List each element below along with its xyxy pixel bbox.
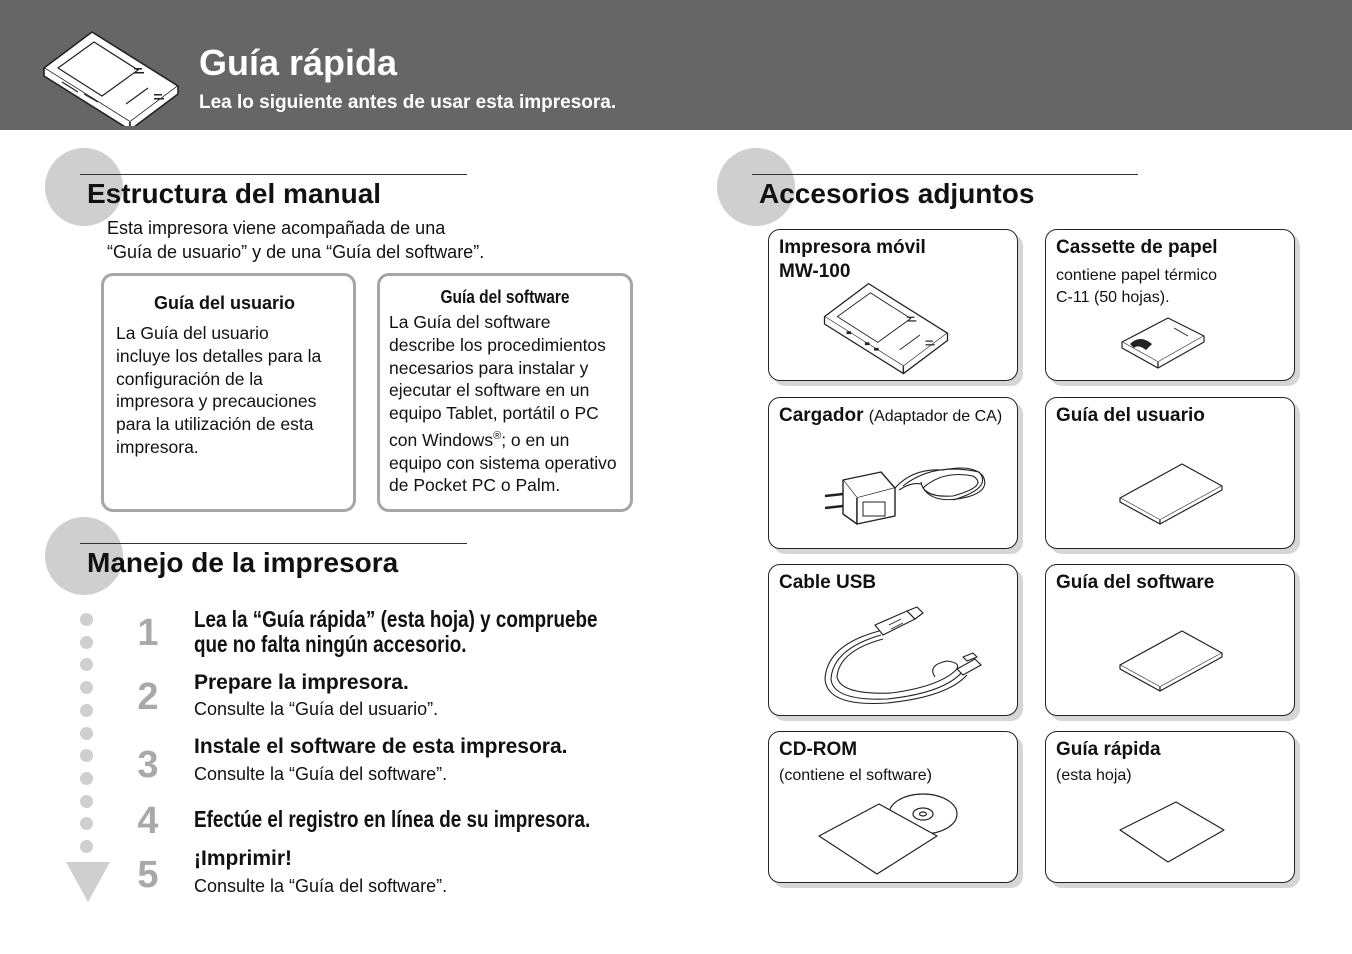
paper-cassette-icon xyxy=(1118,314,1208,372)
accessory-card-cdrom: CD-ROM (contiene el software) xyxy=(768,731,1022,887)
step-heading: Efectúe el registro en línea de su impresora. xyxy=(194,806,591,832)
progress-dot xyxy=(80,772,93,785)
section-rule xyxy=(752,174,1138,175)
arrow-down-icon xyxy=(66,862,110,902)
step-number: 2 xyxy=(137,676,159,718)
progress-dot xyxy=(80,636,93,649)
progress-dot xyxy=(80,749,93,762)
page-title: Guía rápida xyxy=(199,42,398,83)
user-guide-box-title: Guía del usuario xyxy=(153,293,296,313)
accessory-card-usb: Cable USB xyxy=(768,564,1022,720)
usb-cable-icon xyxy=(817,599,983,713)
step-number: 1 xyxy=(137,612,159,654)
software-guide-box xyxy=(377,273,633,512)
cd-rom-icon xyxy=(817,792,963,878)
progress-dot xyxy=(80,727,93,740)
section-rule xyxy=(80,543,467,544)
progress-dot xyxy=(80,613,93,626)
step-number: 4 xyxy=(137,800,159,842)
accessory-card-user-guide: Guía del usuario xyxy=(1045,397,1299,553)
booklet-icon xyxy=(1116,627,1226,695)
step-heading: Instale el software de esta impresora. xyxy=(194,735,568,758)
user-guide-box-text: La Guía del usuario incluye los detalles para la configuración de la impresora y precauciones para la utilización de esta impresora. xyxy=(116,323,322,457)
header-banner xyxy=(0,0,1352,130)
accessory-card-charger: Cargador (Adaptador de CA) xyxy=(768,397,1022,553)
accessory-card-printer: Impresora móvil MW-100 xyxy=(768,229,1022,385)
ac-adapter-icon xyxy=(803,458,993,530)
page-subtitle: Lea lo siguiente antes de usar esta impresora. xyxy=(199,92,617,113)
progress-dot xyxy=(80,795,93,808)
progress-dot xyxy=(80,817,93,830)
step-note: Consulte la “Guía del software”. xyxy=(194,876,448,896)
accessory-card-quick-guide: Guía rápida (esta hoja) xyxy=(1045,731,1299,887)
step-note: Consulte la “Guía del usuario”. xyxy=(194,699,439,719)
mobile-printer-icon xyxy=(819,268,953,380)
section-title-handling: Manejo de la impresora xyxy=(87,547,399,578)
progress-dot xyxy=(80,704,93,717)
software-guide-box-title: Guía del software xyxy=(440,287,570,307)
progress-dot xyxy=(80,658,93,671)
step-heading: Prepare la impresora. xyxy=(194,671,409,694)
progress-dot xyxy=(80,840,93,853)
accessory-card-software-guide: Guía del software xyxy=(1045,564,1299,720)
sheet-icon xyxy=(1118,800,1226,864)
section-title-accessories: Accesorios adjuntos xyxy=(759,178,1035,209)
step-heading: ¡Imprimir! xyxy=(194,847,293,870)
software-guide-box-text: La Guía del software describe los procedimientos necesarios para instalar y ejecutar el software en un equipo Tablet, portátil o PC con Windows®; o en un equipo con sistema operativo de Pocket PC o Palm. xyxy=(389,312,617,496)
section-rule xyxy=(80,174,467,175)
step-note: Consulte la “Guía del software”. xyxy=(194,764,448,784)
booklet-icon xyxy=(1116,460,1226,528)
user-guide-box xyxy=(101,273,356,512)
printer-icon xyxy=(38,26,184,126)
step-number: 5 xyxy=(137,854,159,896)
step-number: 3 xyxy=(137,744,159,786)
step-heading: Lea la “Guía rápida” (esta hoja) y compruebe que no falta ningún accesorio. xyxy=(194,606,598,657)
section-title-structure: Estructura del manual xyxy=(87,178,382,209)
progress-dot xyxy=(80,681,93,694)
accessory-card-cassette: Cassette de papel contiene papel térmico C-11 (50 hojas). xyxy=(1045,229,1299,385)
structure-intro: Esta impresora viene acompañada de una “Guía de usuario” y de una “Guía del software”. xyxy=(107,218,485,262)
